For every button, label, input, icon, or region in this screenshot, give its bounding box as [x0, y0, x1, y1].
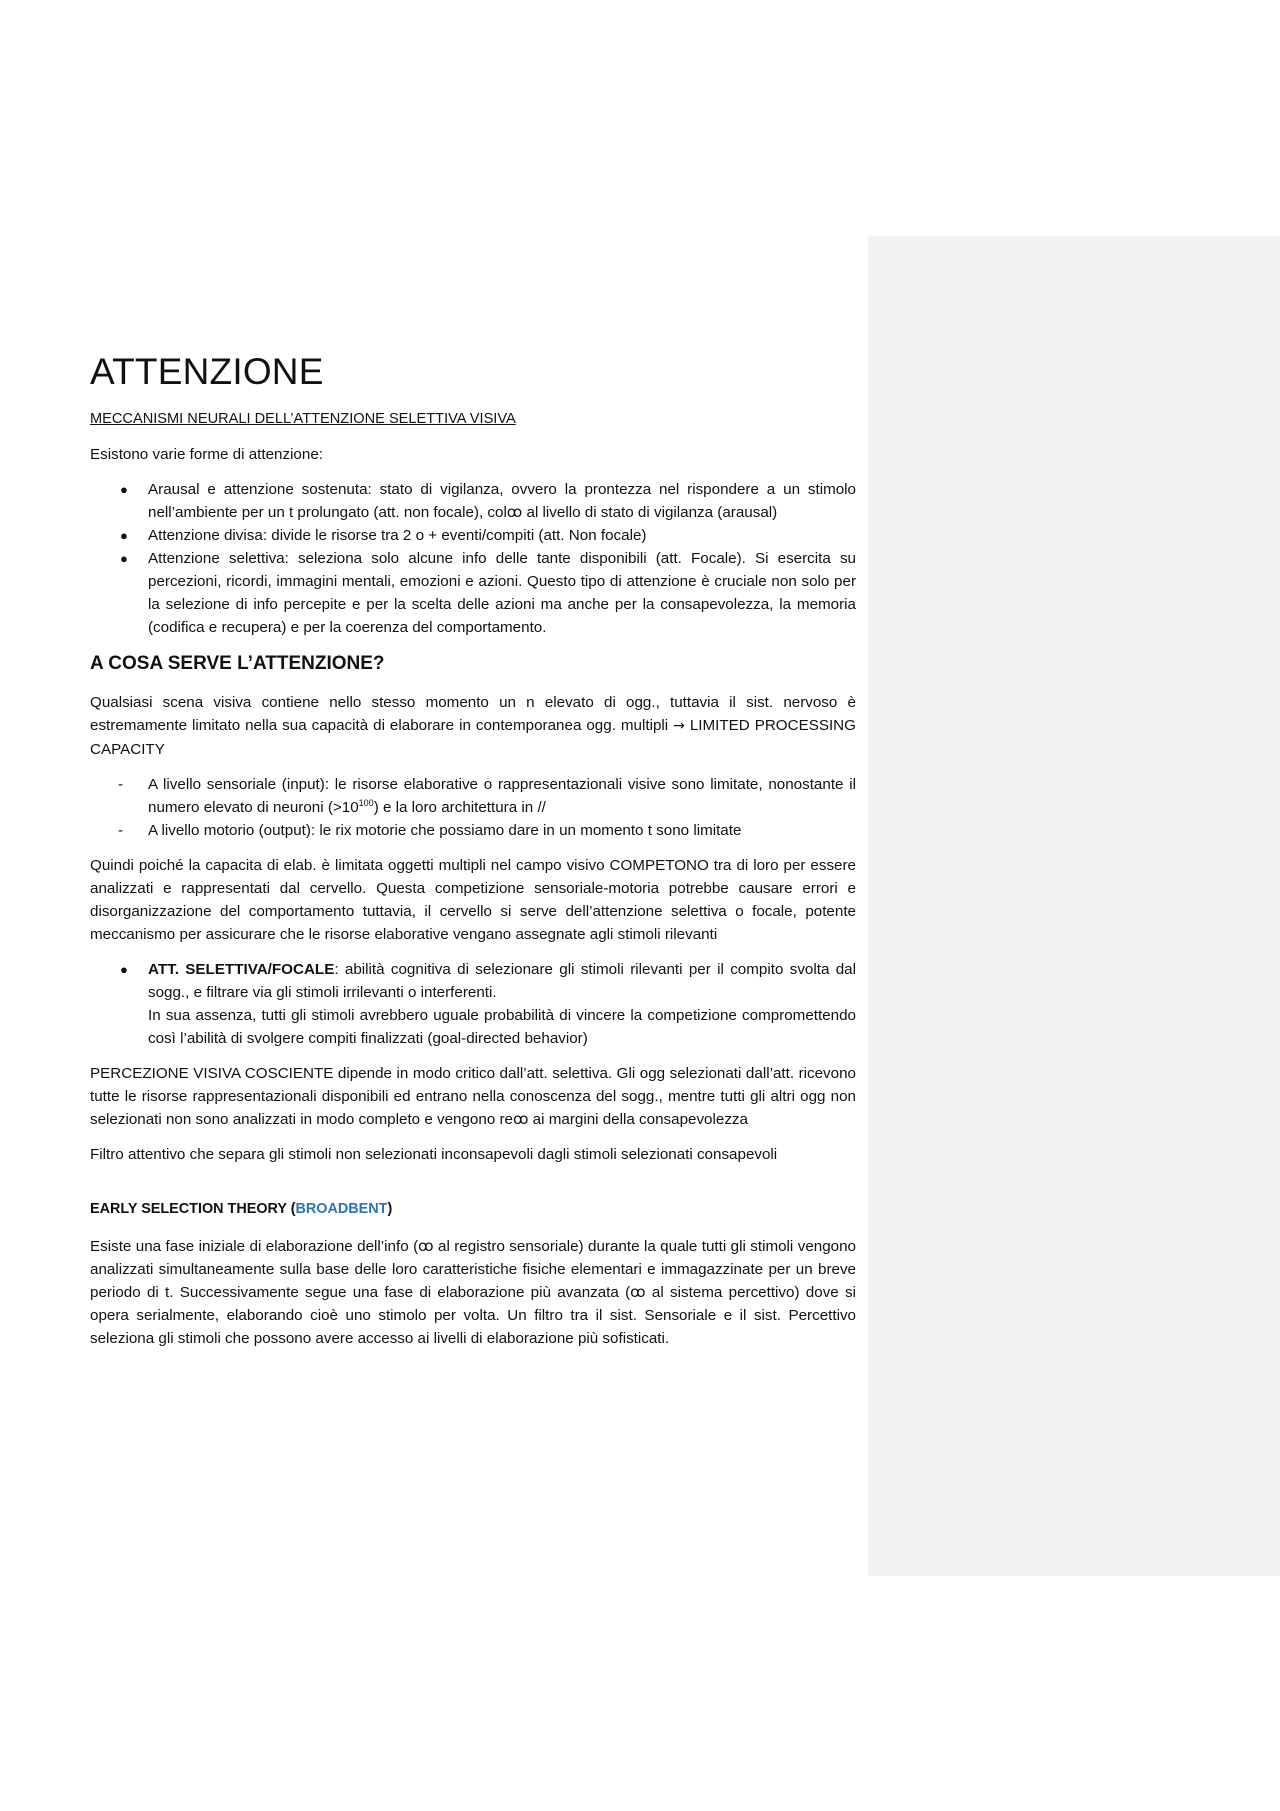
- list-item-text: A livello motorio (output): le rix motorie che possiamo dare in un momento t sono limitate: [148, 822, 742, 839]
- paragraph-text: Qualsiasi scena visiva contiene nello stesso momento un n elevato di ogg., tuttavia il sist. nervoso è estremamente limitato nella sua capacità di elaborare in contemporanea ogg. multipli: [90, 694, 856, 734]
- processing-capacity-paragraph: [90, 691, 856, 761]
- page-title: ATTENZIONE: [90, 351, 324, 392]
- list-item: [90, 773, 856, 819]
- term-label: ATT. SELETTIVA/FOCALE: [148, 961, 335, 978]
- bullet-icon: ●: [120, 962, 128, 977]
- list-item: [90, 547, 856, 639]
- list-item: [90, 958, 856, 1050]
- list-item-text: ) e la loro architettura in //: [373, 799, 546, 816]
- dash-icon: -: [118, 776, 124, 793]
- list-item-text: A livello sensoriale (input): le risorse elaborative o rappresentazionali visive sono limitate, nonostante il numero elevato di neuroni (>10: [148, 776, 856, 816]
- spacer: [90, 1178, 856, 1198]
- dash-icon: -: [118, 822, 124, 839]
- term-definition: : abilità cognitiva di selezionare gli stimoli rilevanti per il compito svolta dal sogg., e filtrare via gli stimoli irrilevanti o interferenti.: [148, 961, 856, 1001]
- list-item: [90, 524, 856, 547]
- perception-paragraph: PERCEZIONE VISIVA COSCIENTE dipende in modo critico dall’att. selettiva. Gli ogg selezionati dall’att. ricevono tutte le risorse rappresentazionali disponibili ed entrano nella conoscenza del sogg., mentre tutti gli altri ogg non selezionati non sono analizzati in modo completo e vengono reꝏ ai margini della consapevolezza: [90, 1065, 856, 1128]
- levels-list: [90, 773, 856, 842]
- list-item-text: In sua assenza, tutti gli stimoli avrebbero uguale probabilità di vincere la competizione compromettendo così l’abilità di svolgere compiti finalizzati (goal-directed behavior): [148, 1007, 856, 1047]
- paragraph-emphasis: LIMITED PROCESSING CAPACITY: [90, 717, 856, 758]
- section-heading: [90, 1198, 856, 1221]
- filter-paragraph: Filtro attentivo che separa gli stimoli non selezionati inconsapevoli dagli stimoli selezionati consapevoli: [90, 1146, 778, 1163]
- competition-paragraph: Quindi poiché la capacita di elab. è limitata oggetti multipli nel campo visivo COMPETONO tra di loro per essere analizzati e rappresentati dal cervello. Questa competizione sensoriale-motoria potrebbe causare errori e disorganizzazione del comportamento tuttavia, il cervello si serve dell’attenzione selettiva o focale, potente meccanismo per assicurare che le risorse elaborative vengano assegnate agli stimoli rilevanti: [90, 857, 856, 943]
- document-page: [90, 350, 856, 1362]
- bullet-icon: ●: [120, 551, 128, 566]
- bullet-icon: ●: [120, 482, 128, 497]
- comment-pane: [868, 236, 1280, 1576]
- section-heading: A COSA SERVE L’ATTENZIONE?: [90, 653, 385, 674]
- list-item-text: Arausal e attenzione sostenuta: stato di vigilanza, ovvero la prontezza nel rispondere a un stimolo nell’ambiente per un t prolungato (att. non focale), colꝏ al livello di stato di vigilanza (arausal): [148, 481, 856, 521]
- selective-attention-list: [90, 958, 856, 1050]
- superscript: 100: [358, 797, 374, 808]
- list-item-text: Attenzione selettiva: seleziona solo alcune info delle tante disponibili (att. Focale). Si esercita su percezioni, ricordi, immagini mentali, emozioni e azioni. Questo tipo di attenzione è cruciale non solo per la selezione di info percepite e per la scelta delle azioni ma anche per la consapevolezza, la memoria (codifica e recupera) e per la coerenza del comportamento.: [148, 550, 856, 636]
- heading-text: EARLY SELECTION THEORY (: [90, 1201, 296, 1217]
- page-subtitle: MECCANISMI NEURALI DELL’ATTENZIONE SELETTIVA VISIVA: [90, 411, 516, 427]
- list-item: [90, 478, 856, 524]
- bullet-icon: ●: [120, 528, 128, 543]
- heading-accent: BROADBENT: [295, 1201, 388, 1217]
- heading-text: ): [387, 1201, 393, 1217]
- intro-paragraph: Esistono varie forme di attenzione:: [90, 446, 323, 463]
- list-item: [90, 819, 856, 842]
- attention-forms-list: [90, 478, 856, 639]
- arrow-right-icon: →: [673, 718, 685, 734]
- list-item-text: [148, 958, 856, 1004]
- early-selection-paragraph: Esiste una fase iniziale di elaborazione dell’info (ꝏ al registro sensoriale) durante la quale tutti gli stimoli vengono analizzati simultaneamente sulla base delle loro caratteristiche fisiche elementari e immagazzinate per un breve periodo di t. Successivamente segue una fase di elaborazione più avanzata (ꝏ al sistema percettivo) dove si opera serialmente, elaborando cioè uno stimolo per volta. Un filtro tra il sist. Sensoriale e il sist. Percettivo seleziona gli stimoli che possono avere accesso ai livelli di elaborazione più sofisticati.: [90, 1238, 856, 1347]
- list-item-text: Attenzione divisa: divide le risorse tra 2 o + eventi/compiti (att. Non focale): [148, 527, 647, 544]
